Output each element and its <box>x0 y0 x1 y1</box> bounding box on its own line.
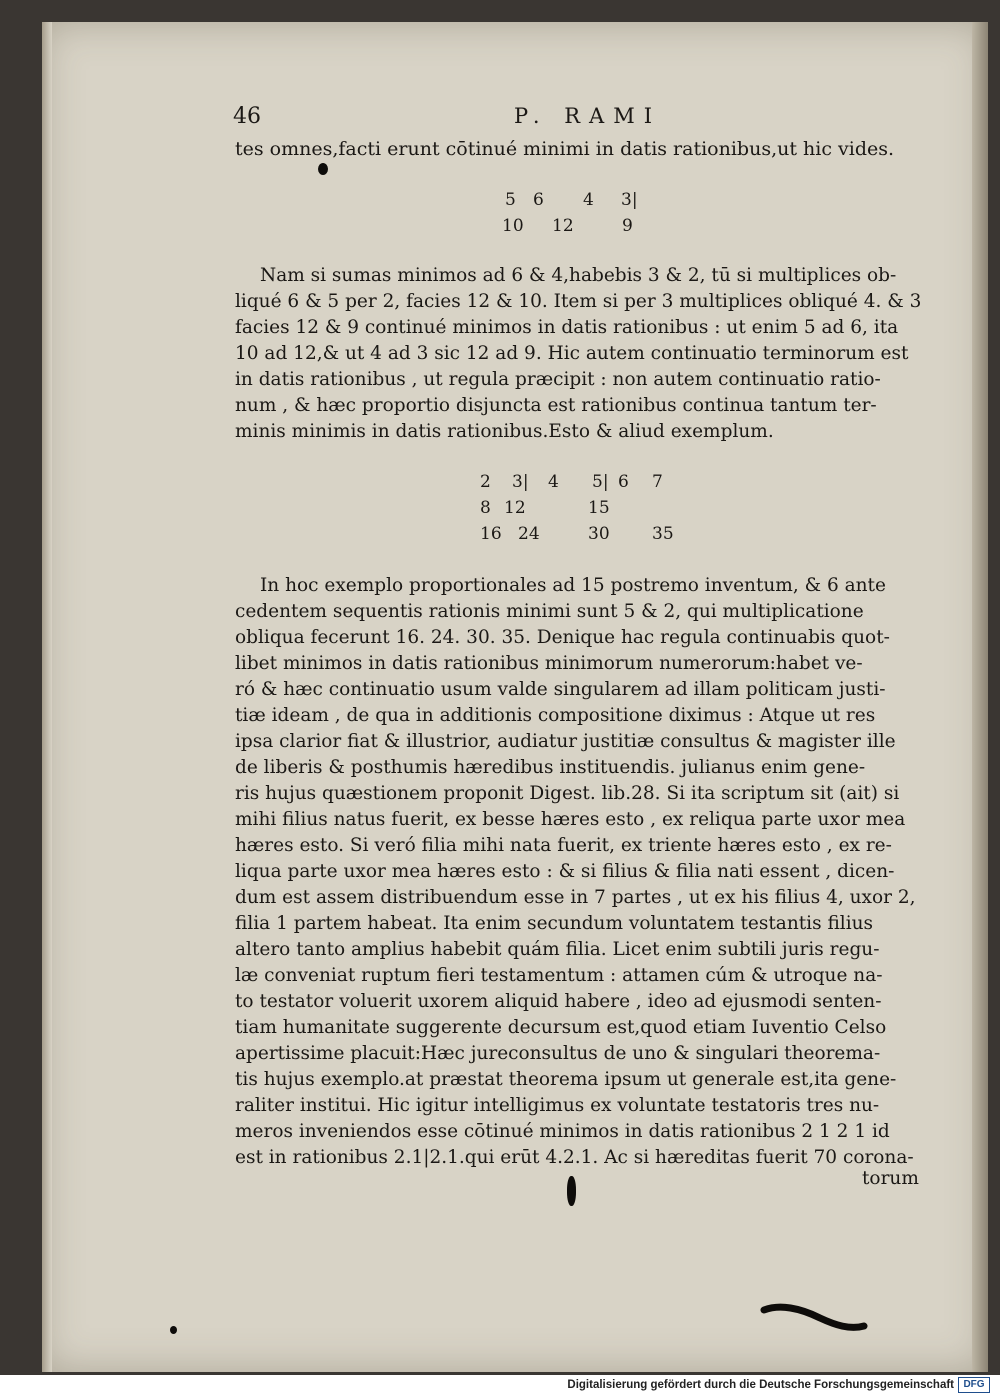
text-line: apertissime placuit:Hæc jureconsultus de uno & singulari theorema- <box>235 1043 881 1064</box>
text-line: ró & hæc continuatio usum valde singularem ad illam politicam justi- <box>235 679 886 700</box>
table2-cell: 24 <box>518 524 540 544</box>
text-line: liqua parte uxor mea hæres esto : & si filius & filia nati essent , dicen- <box>235 861 895 882</box>
running-title: P. RAMI <box>514 104 661 128</box>
ink-spot <box>318 163 328 175</box>
table2-cell: 8 <box>480 498 491 518</box>
text-line: 10 ad 12,& ut 4 ad 3 sic 12 ad 9. Hic autem continuatio terminorum est <box>235 343 909 364</box>
table1-cell: 5 <box>505 190 516 210</box>
text-line: tiam humanitate suggerente decursum est,quod etiam Iuventio Celso <box>235 1017 887 1038</box>
page-gutter-shadow <box>42 22 52 1372</box>
table1-cell: 4 <box>583 190 594 210</box>
table2-cell: 16 <box>480 524 502 544</box>
text-line: meros inveniendos esse cōtinué minimos in datis rationibus 2 1 2 1 id <box>235 1121 890 1142</box>
table2-cell: 12 <box>504 498 526 518</box>
text-line: ris hujus quæstionem proponit Digest. lib.28. Si ita scriptum sit (ait) si <box>235 783 900 804</box>
page-number: 46 <box>233 104 261 129</box>
ink-spot <box>170 1326 177 1334</box>
text-line: de liberis & posthumis hæredibus instituendis. julianus enim gene- <box>235 757 866 778</box>
text-line: in datis rationibus , ut regula præcipit : non autem continuatio ratio- <box>235 369 881 390</box>
text-line: num , & hæc proportio disjuncta est rationibus continua tantum ter- <box>235 395 877 416</box>
text-line: dum est assem distribuendum esse in 7 partes , ut ex his filius 4, uxor 2, <box>235 887 916 908</box>
table2-cell: 15 <box>588 498 610 518</box>
ink-spot <box>567 1176 576 1206</box>
text-line: tis hujus exemplo.at præstat theorema ipsum ut generale est,ita gene- <box>235 1069 897 1090</box>
text-line: hæres esto. Si veró filia mihi nata fuerit, ex triente hæres esto , ex re- <box>235 835 892 856</box>
table2-cell: 4 <box>548 472 559 492</box>
table1-cell: 10 <box>502 216 524 236</box>
table1-cell: 6 <box>533 190 544 210</box>
funding-credit: Digitalisierung gefördert durch die Deutsche Forschungsgemeinschaft <box>567 1379 954 1391</box>
table2-cell: 6 <box>618 472 629 492</box>
text-line-first: tes omnes,facti erunt cōtinué minimi in datis rationibus,ut hic vides. <box>235 138 895 160</box>
table1-cell: 12 <box>552 216 574 236</box>
text-line: mihi filius natus fuerit, ex besse hæres esto , ex reliqua parte uxor mea <box>235 809 906 830</box>
table2-cell: 5| <box>592 472 609 492</box>
text-line: tiæ ideam , de qua in additionis compositione diximus : Atque ut res <box>235 705 876 726</box>
page-edge <box>972 22 988 1372</box>
table2-cell: 3| <box>512 472 529 492</box>
table1-cell: 9 <box>622 216 633 236</box>
table2-cell: 30 <box>588 524 610 544</box>
text-line: ipsa clarior fiat & illustrior, audiatur justitiæ consultus & magister ille <box>235 731 896 752</box>
text-line: libet minimos in datis rationibus minimorum numerorum:habet ve- <box>235 653 863 674</box>
table2-cell: 2 <box>480 472 491 492</box>
text-line: Nam si sumas minimos ad 6 & 4,habebis 3 & 2, tū si multiplices ob- <box>260 265 897 286</box>
text-line: facies 12 & 9 continué minimos in datis rationibus : ut enim 5 ad 6, ita <box>235 317 899 338</box>
dfg-logo: DFG <box>958 1377 990 1393</box>
table2-cell: 35 <box>652 524 674 544</box>
text-line: to testator voluerit uxorem aliquid habere , ideo ad ejusmodi senten- <box>235 991 882 1012</box>
catchword: torum <box>862 1168 919 1189</box>
text-line: minis minimis in datis rationibus.Esto & aliud exemplum. <box>235 421 774 442</box>
text-line: liqué 6 & 5 per 2, facies 12 & 10. Item si per 3 multiplices obliqué 4. & 3 <box>235 291 922 312</box>
text-line: filia 1 partem habeat. Ita enim secundum voluntatem testantis filius <box>235 913 874 934</box>
text-line: obliqua fecerunt 16. 24. 30. 35. Denique hac regula continuabis quot- <box>235 627 890 648</box>
text-line: raliter institui. Hic igitur intelligimus ex voluntate testatoris tres nu- <box>235 1095 880 1116</box>
table1-cell: 3| <box>621 190 638 210</box>
text-line: In hoc exemplo proportionales ad 15 postremo inventum, & 6 ante <box>260 575 886 596</box>
text-line: est in rationibus 2.1|2.1.qui erūt 4.2.1. Ac si hæreditas fuerit 70 corona- <box>235 1147 914 1168</box>
text-line: altero tanto amplius habebit quám filia. Licet enim subtili juris regu- <box>235 939 880 960</box>
text-line: læ conveniat ruptum fieri testamentum : attamen cúm & utroque na- <box>235 965 883 986</box>
table2-cell: 7 <box>652 472 663 492</box>
ink-scratch <box>760 1300 870 1340</box>
text-line: cedentem sequentis rationis minimi sunt 5 & 2, qui multiplicatione <box>235 601 864 622</box>
